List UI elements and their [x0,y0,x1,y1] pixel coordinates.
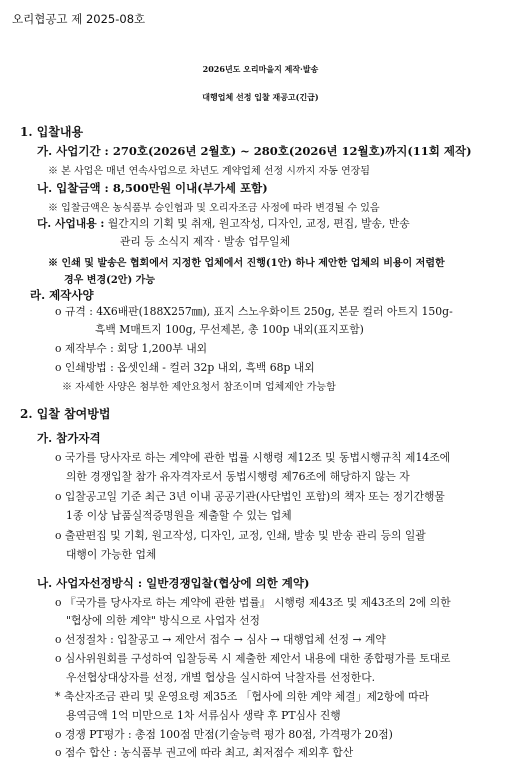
s2-ga-label: 가. 참가자격 [37,431,101,445]
s1-da-note-2: 경우 변경(2안) 가능 [64,275,156,286]
s2-m6: o 점수 합산 : 농식품부 권고에 따라 최고, 최저점수 제외후 합산 [55,746,354,759]
section1-heading: 1. 입찰내용 [20,125,84,139]
section2-heading: 2. 입찰 참여방법 [20,407,111,421]
s1-ra-label: 라. 제작사양 [30,288,94,302]
s1-da-label: 다. 사업내용 : [37,217,105,230]
s2-m3-1: o 심사위원회를 구성하여 입찰등록 시 제출한 제안서 내용에 대한 종합평가를 토대로 [55,652,451,665]
s2-q3-2: 대행이 가능한 업체 [66,548,157,561]
s2-q2-2: 1종 이상 납품실적증명원을 제출할 수 있는 업체 [66,509,292,522]
s2-m1-2: "협상에 의한 계약" 방식으로 사업자 선정 [66,614,260,627]
s1-da-value-2: 관리 등 소식지 제작 · 발송 업무일체 [120,235,291,248]
s1-ga-label: 가. 사업기간 : [37,144,109,158]
title-line-1: 2026년도 오리마을지 제작·발송 [202,64,319,74]
s1-na-value: 8,500만원 이내(부가세 포함) [112,181,268,195]
s2-na-label: 나. 사업자선정방식 : 일반경쟁입찰(협상에 의한 계약) [37,576,310,590]
s1-na-note: ※ 입찰금액은 농식품부 승인협과 및 오리자조금 사정에 따라 변경될 수 있음 [48,203,380,214]
s2-q3-1: o 출판편집 및 기획, 원고작성, 디자인, 교정, 인쇄, 발송 및 반송 관리 등의 일괄 [55,529,426,542]
s1-na-row [37,180,268,196]
s1-ga-row [37,143,472,159]
s1-ga-value: 270호(2026년 2월호) ~ 280호(2026년 12월호)까지(11회 제작) [112,144,472,158]
s1-spec-note: ※ 자세한 사양은 첨부한 제안요청서 참조이며 업체제안 가능함 [62,382,336,393]
s2-m4-2: 용역금액 1억 미만으로 1차 서류심사 생략 후 PT심사 진행 [66,709,341,722]
s2-m3-2: 우선협상대상자를 선정, 개별 협상을 실시하여 낙찰자를 선정한다. [66,671,376,684]
s2-m4-1: * 축산자조금 관리 및 운영요령 제35조 「협사에 의한 계약 체결」제2항에 따라 [55,690,429,703]
s1-da-row [37,216,410,231]
s1-da-value-1: 월간지의 기획 및 취재, 원고작성, 디자인, 교정, 편집, 발송, 반송 [107,217,410,230]
doc-number: 오리협공고 제 2025-08호 [12,12,146,26]
s2-q1-1: o 국가를 당사자로 하는 계약에 관한 법률 시행령 제12조 및 동법시행규칙 제14조에 [55,451,451,464]
s2-m1-1: o 『국가를 당사자로 하는 계약에 관한 법률』 시행령 제43조 및 제43조의 2에 의한 [55,596,451,609]
s1-spec-2: 흑백 M매트지 100g, 무선제본, 총 100p 내외(표지포함) [95,323,364,336]
s2-q1-2: 의한 경쟁입찰 참가 유자격자로서 동법시행령 제76조에 해당하지 않는 자 [66,470,410,483]
s1-spec-1: o 규격 : 4X6배판(188X257㎜), 표지 스노우화이트 250g, 본문 컬러 아트지 150g- [55,305,453,318]
s1-spec-count: o 제작부수 : 회당 1,200부 내외 [55,342,208,355]
title-line-2: 대행업체 선정 입찰 재공고(긴급) [202,92,319,102]
s1-na-label: 나. 입찰금액 : [37,181,109,195]
s2-q2-1: o 입찰공고일 기준 최근 3년 이내 공공기관(사단법인 포함)의 책자 또는 정기간행물 [55,490,445,503]
s2-m5: o 경쟁 PT평가 : 총점 100점 만점(기술능력 평가 80점, 가격평가 20점) [55,728,393,741]
s1-ga-note: ※ 본 사업은 매년 연속사업으로 차년도 계약업체 선정 시까지 자동 연장됨 [48,166,370,177]
s1-spec-print: o 인쇄방법 : 옵셋인쇄 - 컬러 32p 내외, 흑백 68p 내외 [55,361,315,374]
s2-m2: o 선정절차 : 입찰공고 → 제안서 접수 → 심사 → 대행업체 선정 → 계약 [55,633,386,646]
s1-da-note-1: ※ 인쇄 및 발송은 협회에서 지정한 업체에서 진행(1안) 하나 제안한 업체의 비용이 저렴한 [48,258,445,269]
